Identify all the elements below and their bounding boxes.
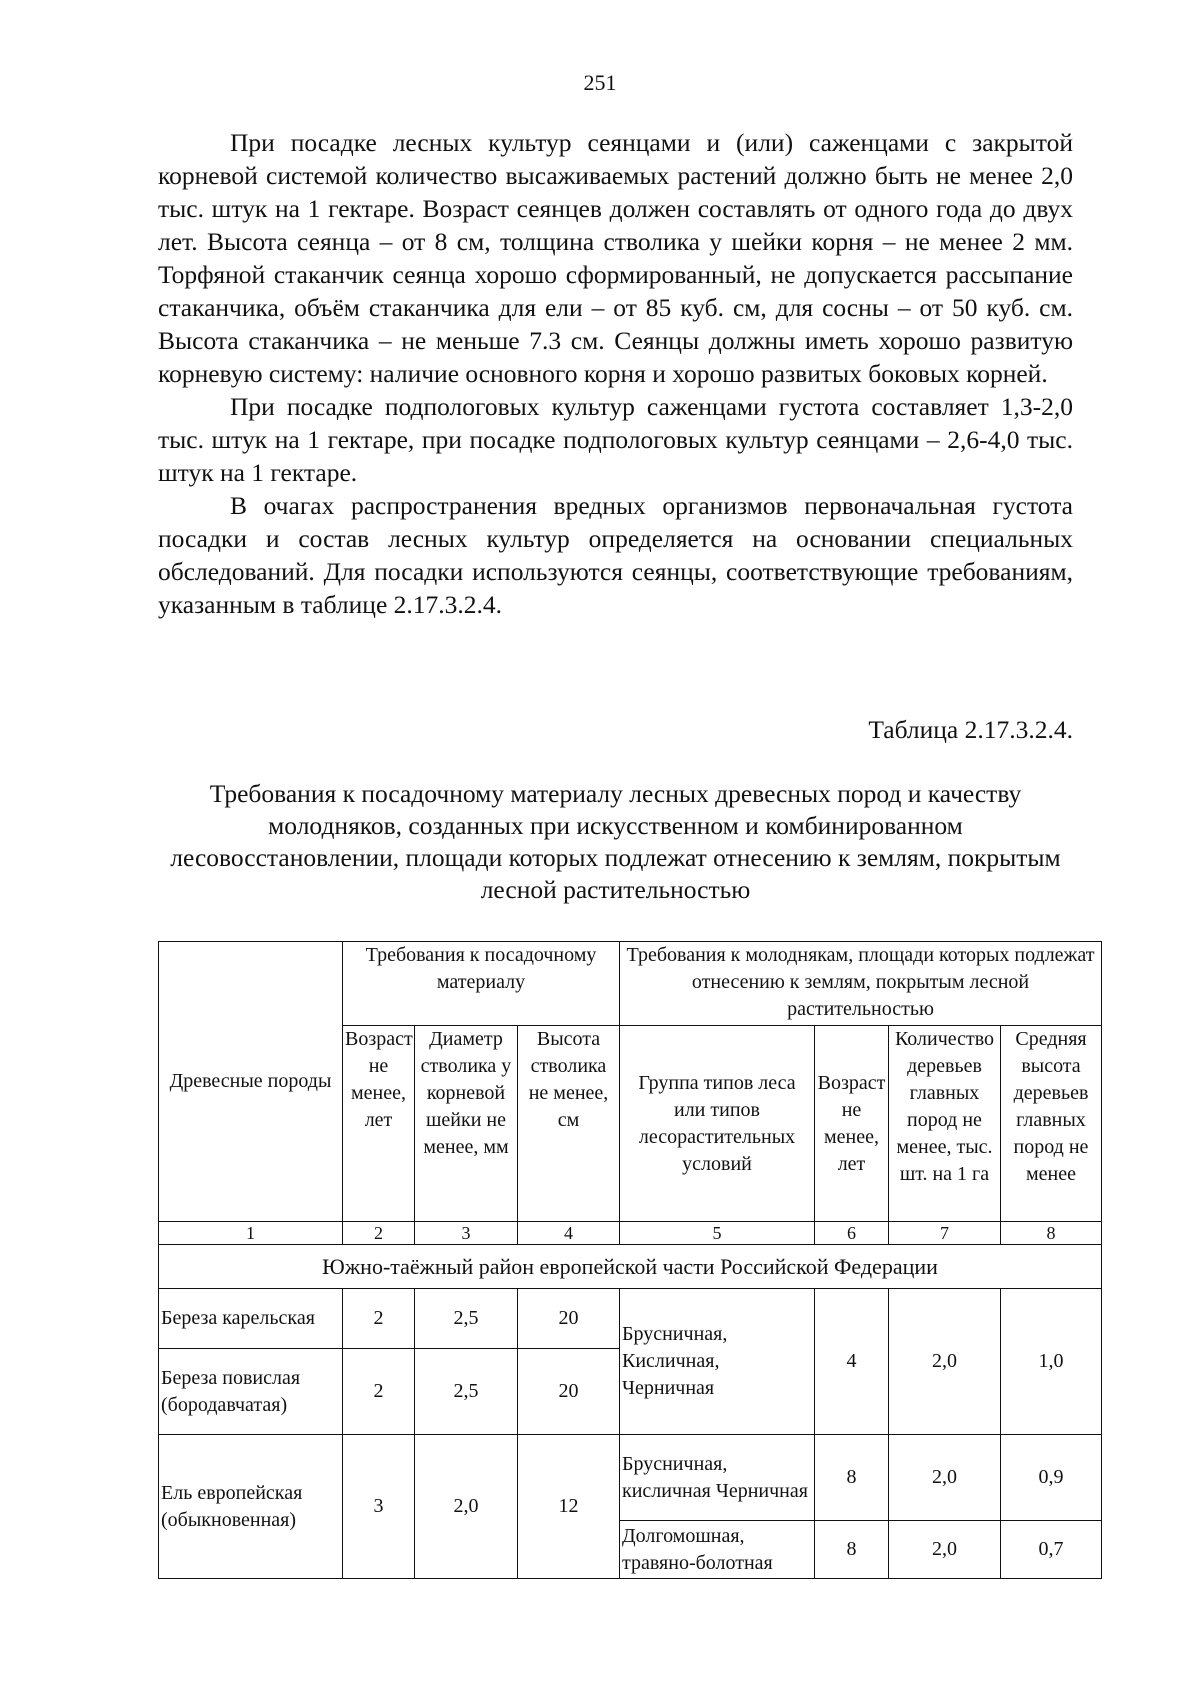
column-number: 6 [815, 1222, 889, 1245]
count-cell: 2,0 [889, 1289, 1001, 1435]
species-spruce: Ель европейская (обыкновенная) [159, 1435, 343, 1579]
page-number: 251 [583, 70, 617, 95]
paragraph-1: При посадке лесных культур сеянцами и (или) саженцами с закрытой корневой системой количество высаживаемых растений должно быть не менее 2,0 тыс. штук на 1 гектаре. Возраст сеянцев должен составлять от одного года до двух лет. Высота сеянца – от 8 см, толщина стволика у шейки корня – не менее 2 мм. Торфяной стаканчик сеянца хорошо сформированный, не допускается рассыпание стаканчика, объём стаканчика для ели – от 85 куб. см, для сосны – от 50 куб. см. Высота стаканчика – не меньше 7.3 см. Сеянцы должны иметь хорошо развитую корневую систему: наличие основного корня и хорошо развитых боковых корней. [158, 128, 1073, 388]
header-group-young: Требования к молоднякам, площади которых подлежат отнесению к землям, покрытым лесной растительностью [620, 942, 1102, 1026]
table-row [159, 1289, 1102, 1349]
age-cell: 3 [343, 1435, 415, 1579]
young-age-cell: 8 [815, 1521, 889, 1579]
header-row-1 [159, 942, 1102, 1026]
column-number: 4 [518, 1222, 620, 1245]
forest-type-cell: Брусничная, кисличная Черничная [620, 1435, 815, 1521]
height-cell: 20 [518, 1289, 620, 1349]
header-count-main: Количество деревьев главных пород не менее, тыс. шт. на 1 га [889, 1026, 1001, 1222]
header-age-young: Возраст не менее, лет [815, 1026, 889, 1222]
header-diameter: Диаметр стволика у корневой шейки не менее, мм [415, 1026, 518, 1222]
region-label: Южно-таёжный район европейской части Российской Федерации [159, 1245, 1102, 1289]
column-number: 7 [889, 1222, 1001, 1245]
diameter-cell: 2,5 [415, 1349, 518, 1435]
count-cell: 2,0 [889, 1435, 1001, 1521]
paragraph-3: В очагах распространения вредных организмов первоначальная густота посадки и состав лесных культур определяется на основании специальных обследований. Для посадки используются сеянцы, соответствующие требованиям, указанным в таблице 2.17.3.2.4. [158, 491, 1073, 619]
diameter-cell: 2,5 [415, 1289, 518, 1349]
table-row [159, 1435, 1102, 1521]
forest-type-cell: Долгомошная, травяно-болотная [620, 1521, 815, 1579]
avg-height-cell: 0,7 [1001, 1521, 1102, 1579]
height-cell: 12 [518, 1435, 620, 1579]
species-silver-birch: Береза повислая (бородавчатая) [159, 1349, 343, 1435]
height-cell: 20 [518, 1349, 620, 1435]
paragraph-2: При посадке подпологовых культур саженцами густота составляет 1,3-2,0 тыс. штук на 1 гектаре, при посадке подпологовых культур сеянцами – 2,6-4,0 тыс. штук на 1 гектаре. [158, 392, 1073, 487]
header-group-planting: Требования к посадочному материалу [343, 942, 620, 1026]
column-number: 8 [1001, 1222, 1102, 1245]
column-numbers-row [159, 1222, 1102, 1245]
header-forest-type: Группа типов леса или типов лесорастительных условий [620, 1026, 815, 1222]
body-text [158, 126, 1073, 621]
age-cell: 2 [343, 1289, 415, 1349]
column-number: 3 [415, 1222, 518, 1245]
header-avg-height: Средняя высота деревьев главных пород не менее [1001, 1026, 1102, 1222]
header-age-planting: Возраст не менее, лет [343, 1026, 415, 1222]
region-row [159, 1245, 1102, 1289]
avg-height-cell: 1,0 [1001, 1289, 1102, 1435]
species-karelian-birch: Береза карельская [159, 1289, 343, 1349]
column-number: 2 [343, 1222, 415, 1245]
header-species: Древесные породы [159, 942, 343, 1222]
column-number: 5 [620, 1222, 815, 1245]
requirements-table [158, 941, 1102, 1579]
table-title: Требования к посадочному материалу лесных древесных пород и качеству молодняков, созданных при искусственном и комбинированном лесовосстановлении, площади которых подлежат отнесению к землям, покрытым лесной растительностью [170, 779, 1061, 904]
age-cell: 2 [343, 1349, 415, 1435]
forest-type-cell: Брусничная, Кисличная, Черничная [620, 1289, 815, 1435]
table-caption: Таблица 2.17.3.2.4. [868, 715, 1073, 744]
column-number: 1 [159, 1222, 343, 1245]
young-age-cell: 8 [815, 1435, 889, 1521]
header-height-planting: Высота стволика не менее, см [518, 1026, 620, 1222]
count-cell: 2,0 [889, 1521, 1001, 1579]
avg-height-cell: 0,9 [1001, 1435, 1102, 1521]
young-age-cell: 4 [815, 1289, 889, 1435]
diameter-cell: 2,0 [415, 1435, 518, 1579]
